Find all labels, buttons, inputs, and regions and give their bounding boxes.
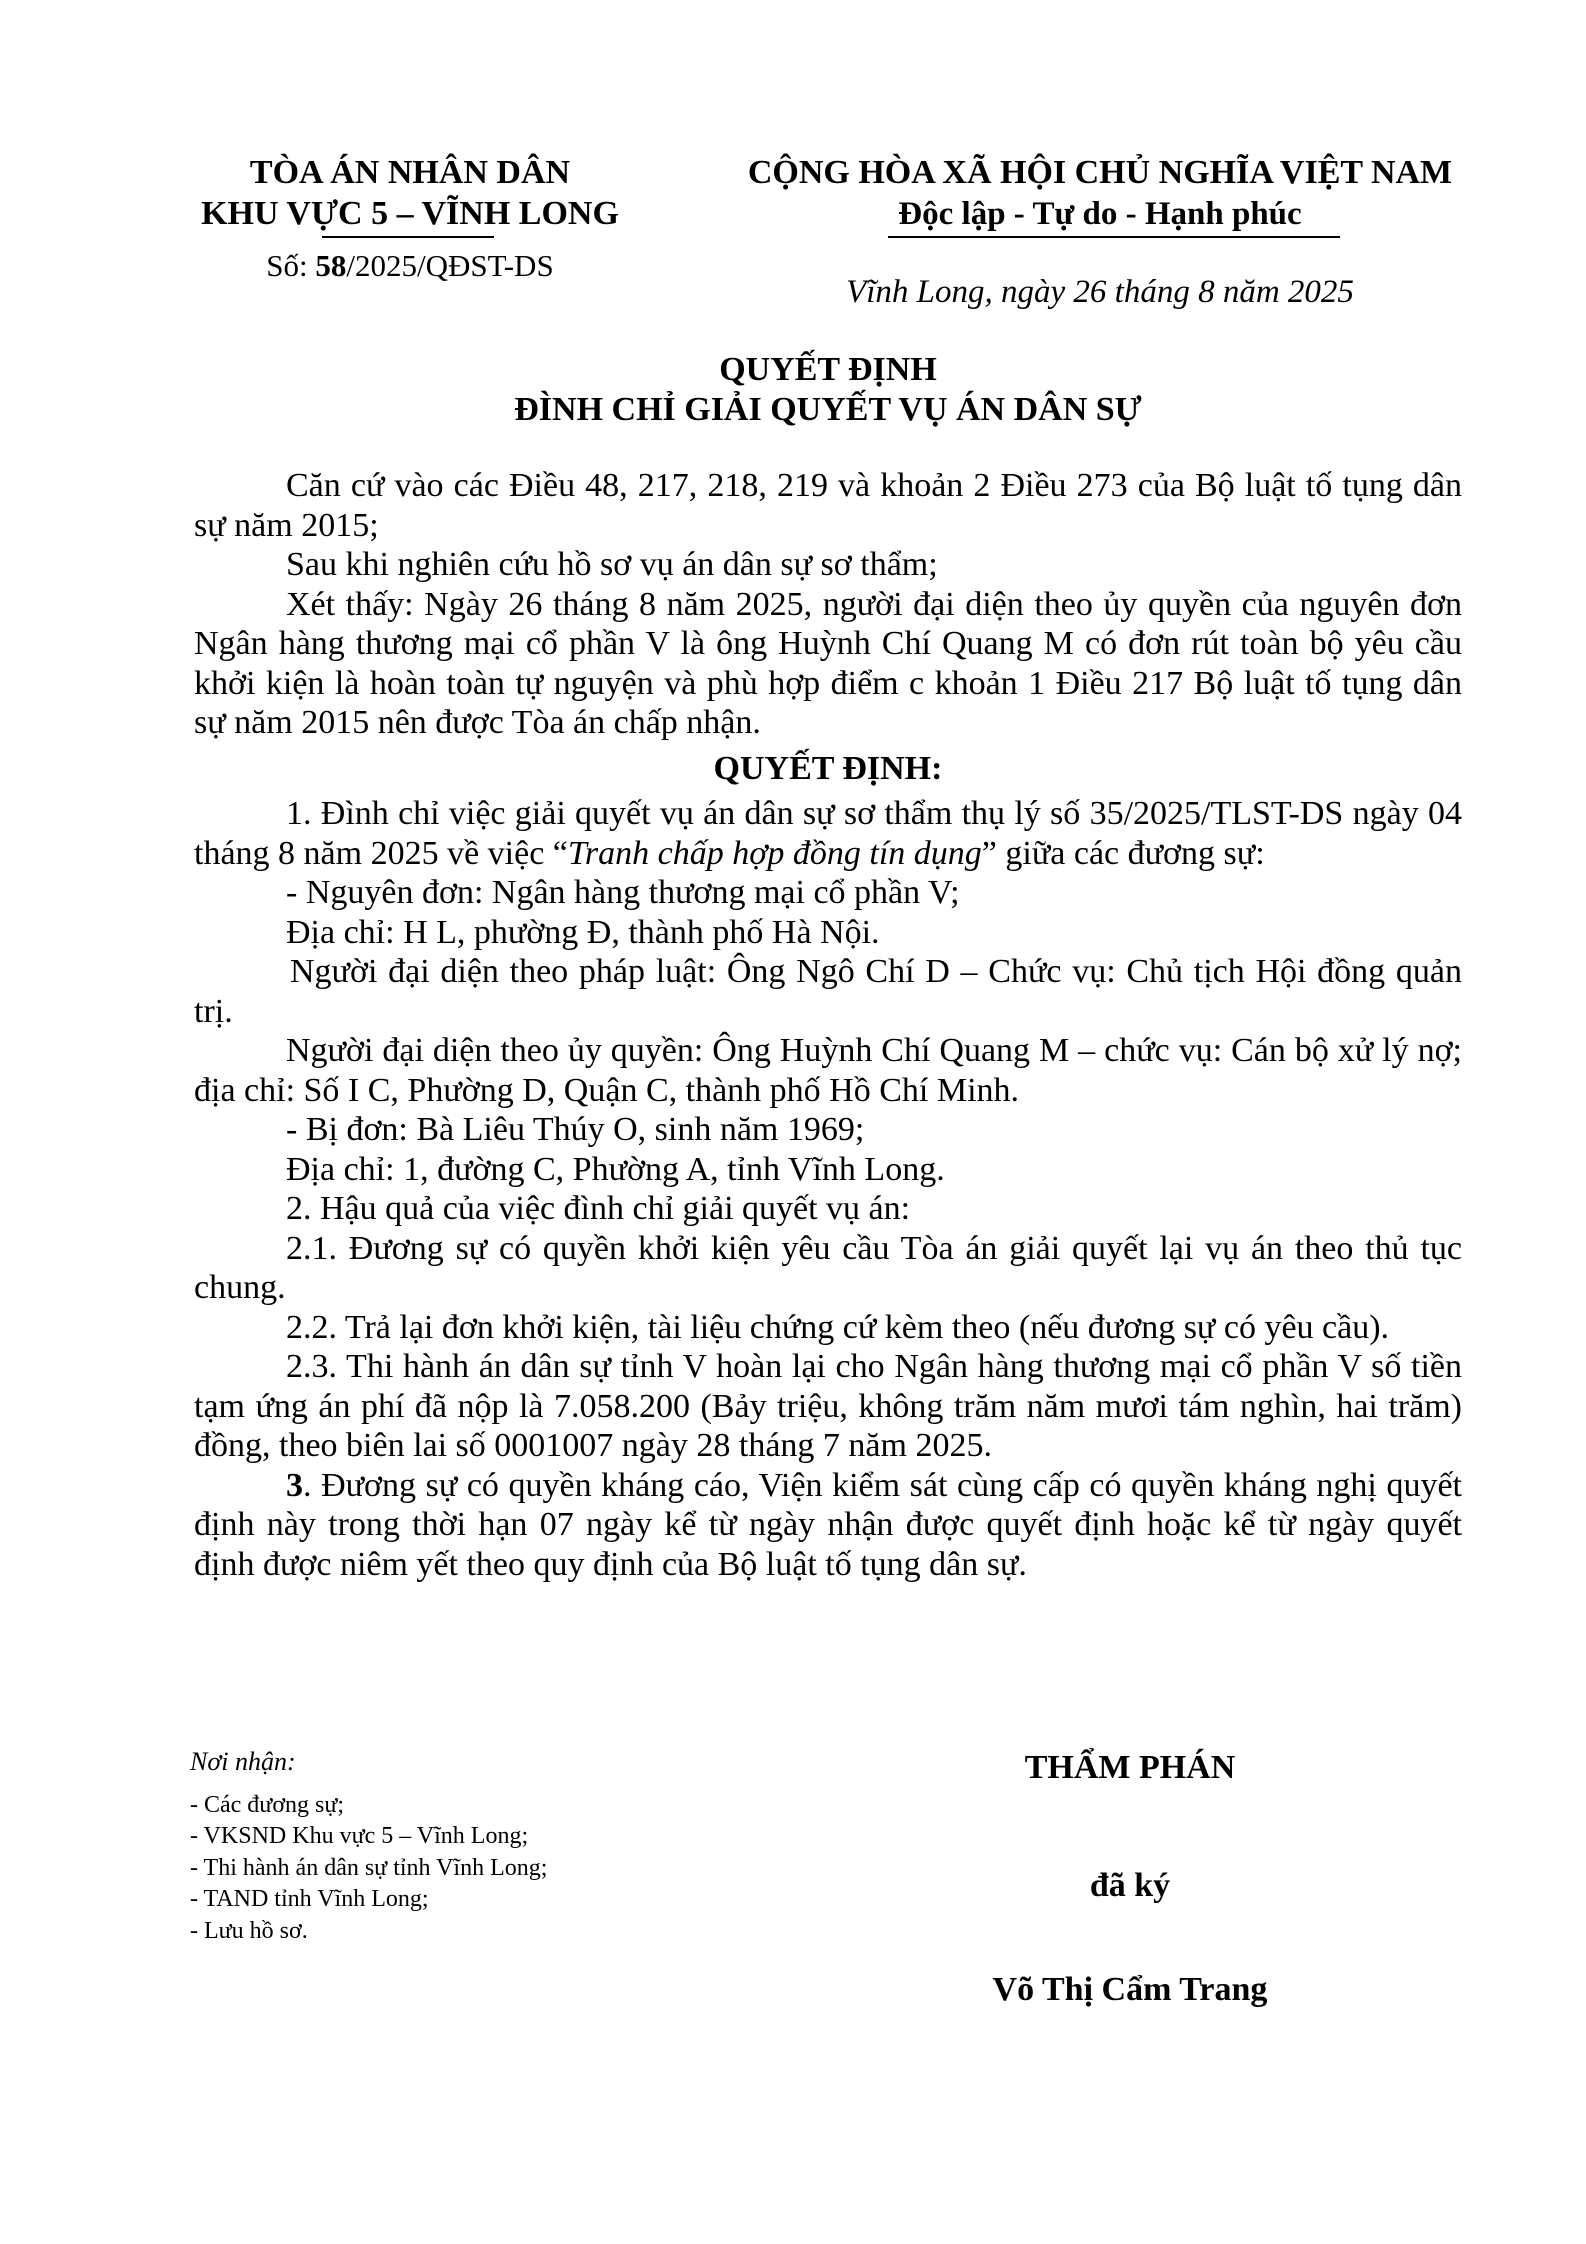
dispute-type: Tranh chấp hợp đồng tín dụng bbox=[567, 834, 982, 872]
recipient-item: - VKSND Khu vực 5 – Vĩnh Long; bbox=[190, 1823, 529, 1849]
recipient-item: - TAND tỉnh Vĩnh Long; bbox=[190, 1886, 429, 1912]
decision-number-prefix: Số: bbox=[266, 248, 316, 283]
legal-basis-paragraph: Căn cứ vào các Điều 48, 217, 218, 219 và khoản 2 Điều 273 của Bộ luật tố tụng dân sự năm 2015; bbox=[194, 467, 1462, 544]
nation-title: CỘNG HÒA XÃ HỘI CHỦ NGHĨA VIỆT NAM bbox=[747, 154, 1453, 191]
decision-heading: QUYẾT ĐỊNH: bbox=[713, 749, 943, 787]
plaintiff-address: Địa chỉ: H L, phường Đ, thành phố Hà Nội. bbox=[286, 913, 880, 951]
decision-item-3-number: 3 bbox=[286, 1466, 303, 1504]
decision-number bbox=[150, 246, 670, 286]
nation-motto: Độc lập - Tự do - Hạnh phúc bbox=[898, 196, 1302, 232]
date-place: Vĩnh Long, ngày 26 tháng 8 năm 2025 bbox=[846, 274, 1354, 310]
consideration-paragraph: Xét thấy: Ngày 26 tháng 8 năm 2025, người đại diện theo ủy quyền của nguyên đơn Ngân hàng thương mại cổ phần V là ông Huỳnh Chí Quang M có đơn rút toàn bộ yêu cầu khởi kiện là hoàn toàn tự nguyện và phù hợp điểm c khoản 1 Điều 217 Bộ luật tố tụng dân sự năm 2015 nên được Tòa án chấp nhận. bbox=[194, 585, 1462, 741]
document-title: QUYẾT ĐỊNH bbox=[719, 351, 937, 388]
decision-number-value: 58 bbox=[315, 248, 347, 283]
recipient-item: - Lưu hồ sơ. bbox=[190, 1917, 308, 1944]
document-body bbox=[194, 466, 1462, 1584]
legal-representative: Người đại diện theo pháp luật: Ông Ngô Chí D – Chức vụ: Chủ tịch Hội đồng quản trị. bbox=[194, 953, 1462, 1030]
defendant: - Bị đơn: Bà Liêu Thúy O, sinh năm 1969; bbox=[286, 1111, 865, 1148]
study-paragraph: Sau khi nghiên cứu hồ sơ vụ án dân sự sơ thẩm; bbox=[286, 546, 938, 583]
decision-item-2-3: 2.3. Thi hành án dân sự tỉnh V hoàn lại cho Ngân hàng thương mại cổ phần V số tiền tạm ứng án phí đã nộp là 7.058.200 (Bảy triệu, không trăm năm mươi tám nghìn, hai trăm) đồng, theo biên lai số 0001007 ngày 28 tháng 7 năm 2025. bbox=[194, 1348, 1462, 1464]
court-name-line2: KHU VỰC 5 – VĨNH LONG bbox=[201, 195, 619, 232]
judge-name: Võ Thị Cẩm Trang bbox=[992, 1971, 1268, 2008]
signed-mark: đã ký bbox=[1089, 1867, 1171, 1904]
motto-underline bbox=[888, 236, 1340, 238]
decision-item-2: 2. Hậu quả của việc đình chỉ giải quyết vụ án: bbox=[286, 1190, 911, 1227]
judge-title: THẨM PHÁN bbox=[1024, 1749, 1236, 1786]
document-subtitle: ĐÌNH CHỈ GIẢI QUYẾT VỤ ÁN DÂN SỰ bbox=[514, 391, 1142, 428]
decision-item-3 bbox=[194, 1466, 1462, 1585]
decision-number-suffix: /2025/QĐST-DS bbox=[346, 248, 554, 283]
recipient-item: - Thi hành án dân sự tỉnh Vĩnh Long; bbox=[190, 1854, 548, 1881]
court-name-line1: TÒA ÁN NHÂN DÂN bbox=[249, 154, 571, 191]
court-underline bbox=[322, 236, 494, 238]
recipient-item: - Các đương sự; bbox=[190, 1791, 345, 1818]
defendant-address: Địa chỉ: 1, đường C, Phường A, tỉnh Vĩnh Long. bbox=[286, 1150, 945, 1188]
decision-item-2-2: 2.2. Trả lại đơn khởi kiện, tài liệu chứng cứ kèm theo (nếu đương sự có yêu cầu). bbox=[286, 1308, 1390, 1346]
decision-item-3-text: . Đương sự có quyền kháng cáo, Viện kiểm sát cùng cấp có quyền kháng nghị quyết định này trong thời hạn 07 ngày kể từ ngày nhận được quyết định hoặc kể từ ngày quyết định được niêm yết theo quy định của Bộ luật tố tụng dân sự. bbox=[194, 1466, 1462, 1583]
authorized-representative: Người đại diện theo ủy quyền: Ông Huỳnh Chí Quang M – chức vụ: Cán bộ xử lý nợ; địa chỉ: Số I C, Phường D, Quận C, thành phố Hồ Chí Minh. bbox=[194, 1032, 1462, 1109]
decision-item-1 bbox=[194, 794, 1462, 873]
decision-item-1-tail: ” giữa các đương sự: bbox=[981, 834, 1265, 872]
recipients-label: Nơi nhận: bbox=[190, 1747, 296, 1776]
recipients-block bbox=[190, 1746, 547, 1947]
decision-item-1-text: 1. Đình chỉ việc giải quyết vụ án dân sự sơ thẩm thụ lý số 35/2025/TLST-DS ngày 04 tháng 8 năm 2025 về việc “ bbox=[194, 795, 1462, 872]
decision-item-2-1: 2.1. Đương sự có quyền khởi kiện yêu cầu Tòa án giải quyết lại vụ án theo thủ tục chung. bbox=[194, 1229, 1462, 1306]
plaintiff: - Nguyên đơn: Ngân hàng thương mại cổ phần V; bbox=[286, 874, 960, 911]
